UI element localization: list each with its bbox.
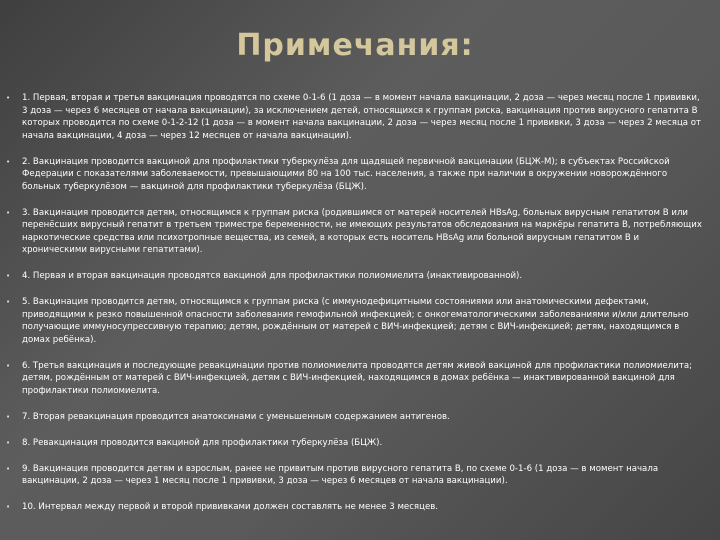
note-text: 4. Первая и вторая вакцинация проводятся вакциной для профилактики полиомиелита (инактивированной). (22, 271, 523, 281)
note-item (6, 92, 702, 142)
bullet-icon: • (6, 94, 11, 102)
note-item (6, 296, 702, 346)
note-text: 3. Вакцинация проводится детям, относящимся к группам риска (родившимся от матерей носителей HBsAg, больных вирусным гепатитом В или перенёсших вирусный гепатит в третьем триместре беременности, не имеющих результатов обследования на маркёры гепатита В, потребляющих наркотические средства или психотропные вещества, из семей, в которых есть носитель HBsAg или больной вирусным гепатитом В и хроническими вирусными гепатитами). (22, 207, 702, 255)
slide-title: Примечания: (236, 28, 474, 63)
bullet-icon: • (6, 438, 11, 447)
note-text: 2. Вакцинация проводится вакциной для профилактики туберкулёза для щадящей первичной вакцинации (БЦЖ-М); в субъектах Российской Федерации с показателями заболеваемости, превышающими 80 на 100 тыс. населения, а также при наличии в окружении новорождённого больных туберкулёзом — вакциной для профилактики туберкулёза (БЦЖ). (22, 156, 670, 192)
note-text: 9. Вакцинация проводится детям и взрослым, ранее не привитым против вирусного гепатита В, по схеме 0-1-6 (1 доза — в момент начала вакцинации, 2 доза — через 1 месяц после 1 прививки, 3 доза — через 6 месяцев от начала вакцинации). (22, 463, 659, 486)
note-item (6, 207, 702, 257)
note-item (6, 156, 702, 194)
bullet-icon: • (6, 464, 11, 473)
bullet-icon: • (6, 157, 11, 166)
note-item (6, 411, 702, 424)
note-text: 5. Вакцинация проводится детям, относящимся к группам риска (с иммунодефицитными состояниями или анатомическими дефектами, приводящими к резко повышенной опасности заболевания гемофильной инфекцией; с онкогематологическими заболеваниями и/или длительно получающие иммуносупрессивную терапию; детям, рождённым от матерей с ВИЧ-инфекцией; детям с ВИЧ-инфекцией; детям, находящимся в домах ребёнка). (22, 297, 689, 345)
note-text: 6. Третья вакцинация и последующие ревакцинации против полиомиелита проводятся детям живой вакциной для профилактики полиомиелита; детям, рождённым от матерей с ВИЧ-инфекцией, детям с ВИЧ-инфекцией, находящимся в домах ребёнка — инактивированной вакциной для профилактики полиомиелита. (22, 360, 693, 396)
bullet-icon: • (6, 361, 11, 370)
note-item (6, 270, 702, 283)
note-text: 1. Первая, вторая и третья вакцинация проводятся по схеме 0-1-6 (1 доза — в момент начала вакцинации, 2 доза — через месяц после 1 прививки, 3 доза — через 6 месяцев от начала вакцинации), за исключением детей, относящихся к группам риска, вакцинация против вирусного гепатита В которых проводится по схеме 0-1-2-12 (1 доза — в момент начала вакцинации, 2 доза — через месяц после 1 прививки, 3 доза — через 2 месяца от начала вакцинации, 4 доза — через 12 месяцев от начала вакцинации). (22, 93, 702, 141)
bullet-icon: • (6, 412, 11, 421)
note-text: 8. Ревакцинация проводится вакциной для профилактики туберкулёза (БЦЖ). (22, 437, 383, 448)
note-item (6, 501, 702, 514)
notes-list (6, 92, 702, 527)
note-item (6, 463, 702, 488)
note-text: 7. Вторая ревакцинация проводится анатоксинами с уменьшенным содержанием антигенов. (22, 411, 450, 422)
bullet-icon: • (6, 208, 11, 217)
bullet-icon: • (6, 298, 11, 306)
note-item (6, 437, 702, 450)
note-item (6, 360, 702, 398)
bullet-icon: • (6, 272, 11, 280)
note-text: 10. Интервал между первой и второй прививками должен составлять не менее 3 месяцев. (22, 502, 439, 512)
bullet-icon: • (6, 503, 11, 511)
